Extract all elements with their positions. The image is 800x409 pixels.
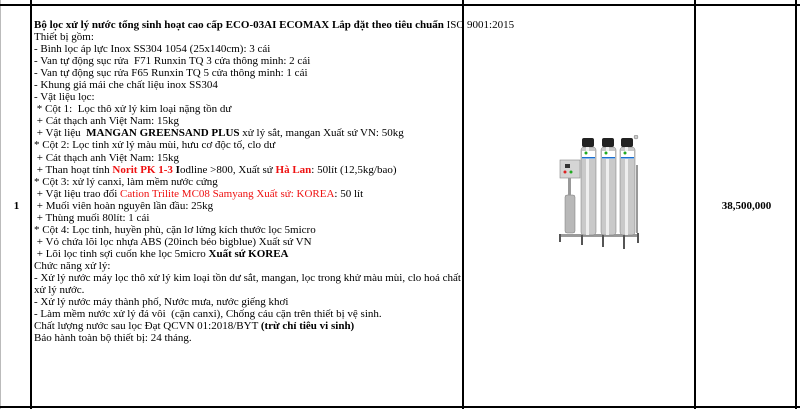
text-run: * Cột 4: Lọc tinh, huyền phù, cặn lơ lửng kích thước lọc 5micro bbox=[34, 223, 316, 236]
text-run: + Cát thạch anh Việt Nam: 15kg bbox=[34, 115, 179, 128]
row-divider bbox=[0, 4, 800, 6]
text-run: Chức năng xử lý: bbox=[34, 259, 111, 272]
description-line bbox=[34, 19, 515, 31]
text-run: * Cột 2: Lọc tinh xử lý màu mùi, hưu cơ độc tố, clo dư bbox=[34, 139, 276, 152]
text-run: Bộ lọc xử lý nước tổng sinh hoạt cao cấp ECO-03AI ECOMAX Lắp đặt theo tiêu chuẩn bbox=[34, 19, 444, 31]
description-line bbox=[34, 296, 462, 308]
text-run: Hà Lan bbox=[275, 163, 312, 176]
text-run: - Làm mềm nước xử lý đá vôi (cặn canxi), Chống cáu cặn trên thiết bị vệ sinh. bbox=[34, 308, 382, 321]
text-run: + Vật liệu bbox=[34, 127, 87, 140]
description-cell[interactable] bbox=[34, 19, 515, 345]
description-line bbox=[34, 31, 462, 43]
text-run: : 50 lít bbox=[334, 187, 364, 200]
description-line bbox=[34, 152, 462, 164]
text-run: + Thùng muối 80lít: 1 cái bbox=[34, 211, 150, 224]
text-run: - Xử lý nước máy lọc thô xử lý kim loại tồn dư sắt, mangan, lọc trong khử màu mùi, clo hoá chất xử lý nước. bbox=[34, 271, 461, 297]
text-run: - Bình lọc áp lực Inox SS304 1054 (25x140cm): 3 cái bbox=[34, 43, 271, 56]
description-line bbox=[34, 188, 462, 200]
text-run: Bảo hành toàn bộ thiết bị: 24 tháng. bbox=[34, 332, 192, 345]
text-run: + Vật liệu trao đổi bbox=[34, 187, 121, 200]
product-image-cell[interactable] bbox=[464, 7, 695, 406]
text-run: Norit PK 1-3 bbox=[112, 163, 173, 176]
text-run: - Van tự động sục rửa F65 Runxin TQ 5 cửa thông minh: 1 cái bbox=[34, 67, 308, 80]
text-run: Thiết bị gồm: bbox=[34, 31, 94, 44]
row-number-cell[interactable]: 1 bbox=[13, 200, 20, 212]
sheet-edge bbox=[0, 0, 1, 409]
text-run: I bbox=[172, 163, 180, 176]
text-run: * Cột 1: Lọc thô xử lý kim loại nặng tồn dư bbox=[34, 103, 232, 116]
description-line bbox=[34, 236, 462, 248]
text-run: (trừ chỉ tiêu vi sinh) bbox=[260, 320, 355, 333]
description-line bbox=[34, 308, 462, 320]
text-run: xử lý sắt, mangan Xuất sứ VN: 50kg bbox=[239, 127, 404, 140]
description-line bbox=[34, 272, 462, 296]
description-line bbox=[34, 115, 462, 127]
description-line bbox=[34, 91, 462, 103]
text-run: + Lõi lọc tinh sợi cuốn khe lọc 5micro bbox=[34, 247, 209, 260]
text-run: odline >800, Xuất sứ bbox=[179, 163, 276, 176]
text-run: - Vật liệu lọc: bbox=[34, 91, 95, 104]
water-filter-system-image bbox=[557, 135, 642, 257]
text-run: - Khung giá mái che chất liệu inox SS304 bbox=[34, 79, 218, 92]
text-run: + Cát thạch anh Việt Nam: 15kg bbox=[34, 151, 179, 164]
price-cell[interactable]: 38,500,000 bbox=[721, 200, 772, 212]
description-line bbox=[34, 43, 462, 55]
description-line bbox=[34, 212, 462, 224]
description-line bbox=[34, 200, 462, 212]
text-run: + Vỏ chứa lõi lọc nhựa ABS (20inch béo bigblue) Xuất sứ VN bbox=[34, 235, 312, 248]
description-line bbox=[34, 260, 462, 272]
description-line bbox=[34, 55, 462, 67]
description-line bbox=[34, 103, 462, 115]
text-run: + Muối viên hoàn nguyên lần đầu: 25kg bbox=[34, 199, 214, 212]
text-run: - Xử lý nước máy thành phố, Nước mưa, nước giếng khơi bbox=[34, 296, 289, 309]
text-run: - Van tự động sục rửa F71 Runxin TQ 3 cửa thông minh: 2 cái bbox=[34, 55, 311, 68]
description-line bbox=[34, 67, 462, 79]
text-run: Chất lượng nước sau lọc Đạt QCVN 01:2018/BYT bbox=[34, 320, 261, 333]
description-line bbox=[34, 139, 462, 151]
text-run: Xuất sứ KOREA bbox=[208, 247, 289, 260]
row-divider bbox=[0, 406, 800, 408]
description-line bbox=[34, 320, 462, 332]
text-run: + Than hoạt tính bbox=[34, 163, 113, 176]
text-run: * Cột 3: xử lý canxi, làm mềm nước cứng bbox=[34, 175, 218, 188]
text-run: : 50lít (12,5kg/bao) bbox=[311, 163, 397, 176]
description-line bbox=[34, 164, 462, 176]
description-line bbox=[34, 332, 462, 344]
text-run: ISO 9001:2015 bbox=[443, 19, 515, 31]
text-run: Cation Trilite MC08 Samyang Xuất sứ: KOREA bbox=[120, 187, 335, 200]
description-line bbox=[34, 248, 462, 260]
description-line bbox=[34, 127, 462, 139]
description-line bbox=[34, 79, 462, 91]
description-line bbox=[34, 176, 462, 188]
text-run: MANGAN GREENSAND PLUS bbox=[86, 127, 240, 140]
description-line bbox=[34, 224, 462, 236]
